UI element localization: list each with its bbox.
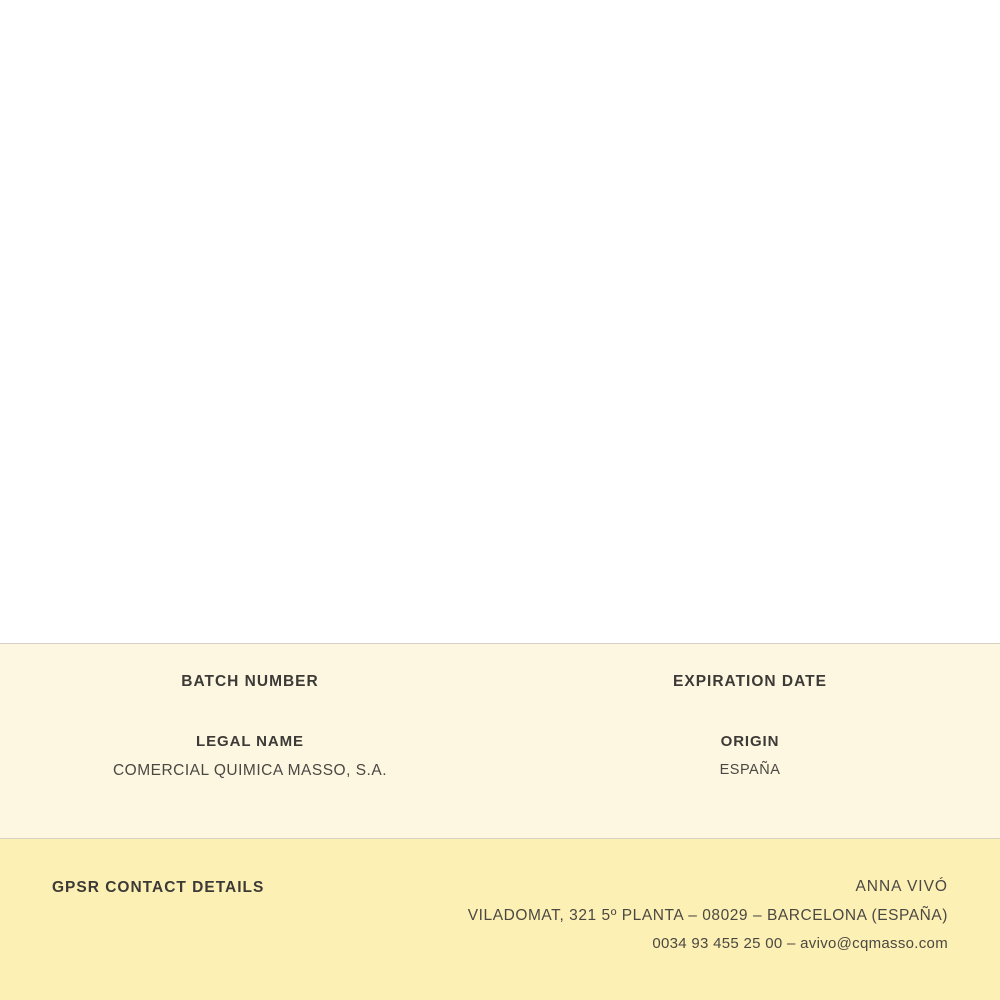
field-origin — [500, 733, 1000, 781]
field-expiration-date — [500, 673, 1000, 703]
info-row-batch-expiration — [0, 644, 1000, 703]
field-batch-number — [0, 673, 500, 703]
legal-name-label: LEGAL NAME — [196, 732, 304, 750]
origin-label: ORIGIN — [720, 732, 780, 750]
contact-phone-email: 0034 93 455 25 00 – avivo@cqmasso.com — [652, 935, 948, 952]
gpsr-contact-block — [468, 879, 948, 951]
info-row-legalname-origin — [0, 703, 1000, 781]
contact-person-name: ANNA VIVÓ — [855, 878, 948, 895]
gpsr-footer-band — [0, 839, 1000, 1000]
field-legal-name — [0, 733, 500, 781]
origin-value: ESPAÑA — [719, 761, 781, 778]
gpsr-contact-details-title: GPSR CONTACT DETAILS — [52, 879, 265, 896]
expiration-date-label: EXPIRATION DATE — [673, 673, 827, 690]
legal-name-value: COMERCIAL QUIMICA MASSO, S.A. — [112, 761, 388, 779]
contact-address: VILADOMAT, 321 5º PLANTA – 08029 – BARCELONA (ESPAÑA) — [467, 906, 948, 924]
gpsr-footer-content — [52, 839, 948, 951]
batch-number-label: BATCH NUMBER — [181, 673, 319, 690]
product-info-band — [0, 643, 1000, 839]
